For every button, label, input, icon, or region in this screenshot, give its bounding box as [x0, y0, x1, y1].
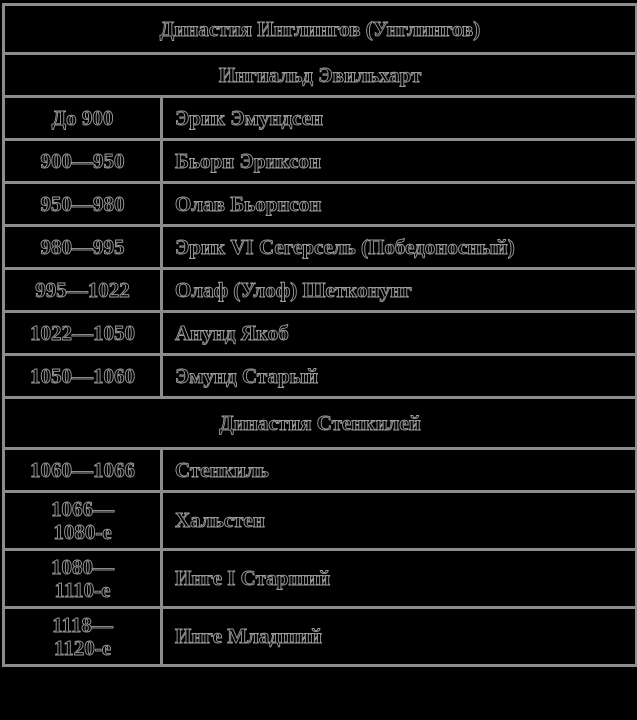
years-line: 1120-е [53, 635, 112, 660]
ruler-name-cell: Олаф (Улоф) Шетконунг [162, 269, 637, 312]
table-row [4, 140, 637, 183]
table-row [4, 269, 637, 312]
table-row [4, 355, 637, 398]
ruler-name-cell: Олав Бьорнсон [162, 183, 637, 226]
table-row [4, 183, 637, 226]
years-cell: 1050—1060 [4, 355, 162, 398]
dynasty-table [2, 3, 637, 667]
table-row [4, 97, 637, 140]
years-line: 1066— [51, 496, 114, 521]
years-line: 1118— [52, 612, 113, 637]
table-title: Династия Инглингов (Унглингов) [4, 5, 637, 54]
years-cell: 995—1022 [4, 269, 162, 312]
years-line: 1080— [51, 554, 114, 579]
ruler-name-cell: Инге Младший [162, 608, 637, 666]
table-row [4, 312, 637, 355]
ruler-name-cell: Инге I Старший [162, 550, 637, 608]
years-cell: 1060—1066 [4, 449, 162, 492]
years-cell [4, 550, 162, 608]
years-cell: 980—995 [4, 226, 162, 269]
ruler-name-cell: Эрик Эмундсен [162, 97, 637, 140]
section-heading: Династия Стенкилей [4, 398, 637, 449]
years-cell: 950—980 [4, 183, 162, 226]
table-row [4, 550, 637, 608]
ruler-name-cell: Хальстен [162, 492, 637, 550]
table-row [4, 608, 637, 666]
table-row [4, 226, 637, 269]
ruler-name-cell: Бьорн Эриксон [162, 140, 637, 183]
table-row [4, 449, 637, 492]
section-heading: Ингиальд Эвильхарт [4, 54, 637, 97]
ruler-name-cell: Эрик VI Сегерсель (Победоносный) [162, 226, 637, 269]
years-cell [4, 608, 162, 666]
years-cell: До 900 [4, 97, 162, 140]
years-line: 1080-е [53, 519, 112, 544]
ruler-name-cell: Эмунд Старый [162, 355, 637, 398]
years-line: 1110-е [54, 577, 111, 602]
years-cell: 900—950 [4, 140, 162, 183]
ruler-name-cell: Стенкиль [162, 449, 637, 492]
table-row [4, 492, 637, 550]
years-cell [4, 492, 162, 550]
years-cell: 1022—1050 [4, 312, 162, 355]
ruler-name-cell: Анунд Якоб [162, 312, 637, 355]
